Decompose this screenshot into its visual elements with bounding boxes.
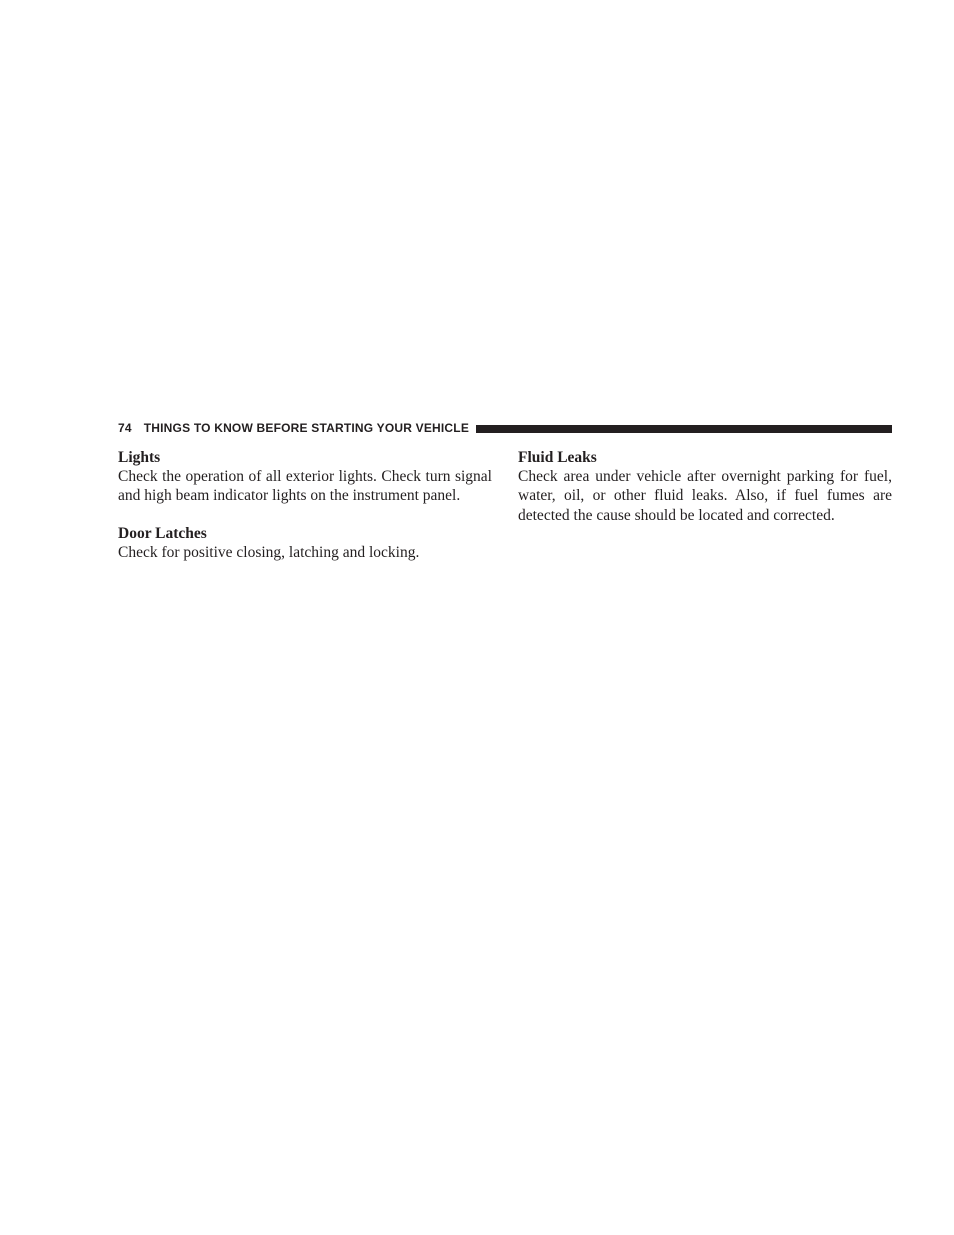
right-column [518, 448, 892, 543]
page-header [118, 419, 892, 437]
running-section-title: THINGS TO KNOW BEFORE STARTING YOUR VEHICLE [143, 421, 470, 435]
page-number: 74 [118, 421, 132, 435]
fluid-leaks-body: Check area under vehicle after overnight parking for fuel, water, oil, or other fluid leaks. Also, if fuel fumes are detected the cause should be located and corrected. [518, 468, 892, 524]
door-latches-body: Check for positive closing, latching and locking. [118, 543, 420, 561]
door-latches-heading: Door Latches [118, 524, 207, 542]
lights-body: Check the operation of all exterior lights. Check turn signal and high beam indicator lights on the instrument panel. [118, 468, 492, 505]
header-rule [476, 425, 892, 433]
left-column [118, 448, 492, 580]
fluid-leaks-heading: Fluid Leaks [518, 449, 597, 466]
lights-heading: Lights [118, 449, 161, 466]
